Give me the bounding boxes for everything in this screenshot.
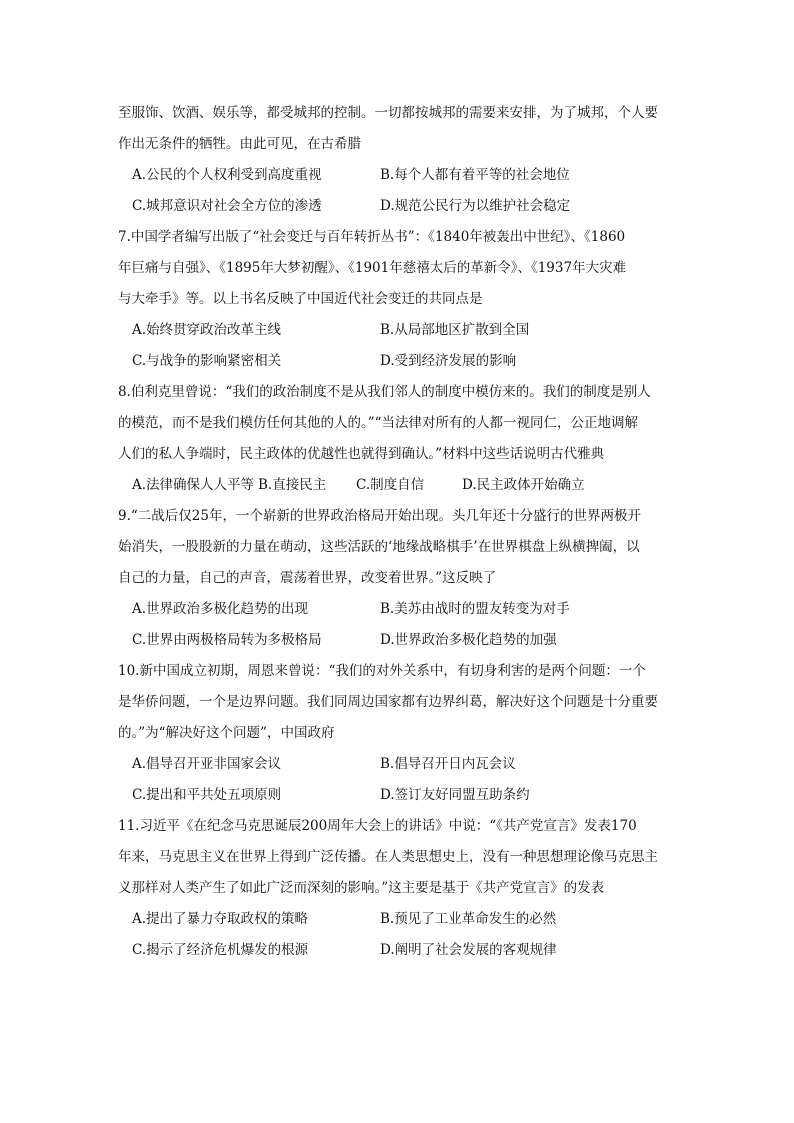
question-6-options-row-2 <box>118 191 678 222</box>
question-6-option-d[interactable]: D.规范公民行为以维护社会稳定 <box>380 198 571 214</box>
question-9 <box>118 501 678 656</box>
question-9-line-3: 自己的力量，自己的声音，震荡着世界，改变着世界。”这反映了 <box>118 570 497 586</box>
exam-page <box>118 98 678 966</box>
question-11-option-a[interactable]: A.提出了暴力夺取政权的策略 <box>132 911 309 927</box>
question-9-options-row-2 <box>118 625 678 656</box>
question-11-line-3: 义那样对人类产生了如此广泛而深刻的影响。”这主要是基于《共产党宣言》的发表 <box>118 880 605 896</box>
question-11-line-2: 年来，马克思主义在世界上得到广泛传播。在人类思想史上，没有一种思想理论像马克思主 <box>118 849 658 865</box>
question-7-line-1: 7.中国学者编写出版了“社会变迁与百年转折丛书”：《1840年被轰出中世纪》、《1860 <box>118 229 626 245</box>
question-7-line-3: 与大牵手》等。以上书名反映了中国近代社会变迁的共同点是 <box>118 291 483 307</box>
question-8-line-1: 8.伯利克里曾说：“我们的政治制度不是从我们邻人的制度中模仿来的。我们的制度是别人 <box>118 384 651 400</box>
question-6-line-1: 至服饰、饮酒、娱乐等，都受城邦的控制。一切都按城邦的需要来安排，为了城邦，个人要 <box>118 105 658 121</box>
question-6-line-2: 作出无条件的牺牲。由此可见，在古希腊 <box>118 136 361 152</box>
question-10-option-c[interactable]: C.提出和平共处五项原则 <box>132 787 282 803</box>
question-8-option-a[interactable]: A.法律确保人人平等 <box>132 477 255 493</box>
question-9-line-1: 9.“二战后仅25年，一个崭新的世界政治格局开始出现。头几年还十分盛行的世界两极开 <box>118 508 641 524</box>
question-7-option-a[interactable]: A.始终贯穿政治改革主线 <box>132 322 282 338</box>
question-11-line-1: 11.习近平《在纪念马克思诞辰200周年大会上的讲话》中说：“《共产党宣言》发表170 <box>118 818 637 834</box>
question-11-options-row-1 <box>118 904 678 935</box>
question-7-options-row-1 <box>118 315 678 346</box>
question-10-option-d[interactable]: D.签订友好同盟互助条约 <box>380 787 530 803</box>
question-9-option-b[interactable]: B.美苏由战时的盟友转变为对手 <box>380 601 570 617</box>
question-8-option-c[interactable]: C.制度自信 <box>356 477 425 493</box>
question-10-line-1: 10.新中国成立初期，周恩来曾说：“我们的对外关系中，有切身利害的是两个问题：一个 <box>118 663 646 679</box>
question-11-option-c[interactable]: C.揭示了经济危机爆发的根源 <box>132 942 309 958</box>
question-7-line-2: 年巨痛与自强》、《1895年大梦初醒》、《1901年慈禧太后的革新令》、《1937年大灾难 <box>118 260 627 276</box>
question-11-options-row-2 <box>118 935 678 966</box>
question-6-option-c[interactable]: C.城邦意识对社会全方位的渗透 <box>132 198 322 214</box>
question-10-line-2: 是华侨问题，一个是边界问题。我们同周边国家都有边界纠葛，解决好这个问题是十分重要 <box>118 694 658 710</box>
question-10-line-3: 的。”为“解决好这个问题”，中国政府 <box>118 725 335 741</box>
question-11-option-d[interactable]: D.阐明了社会发展的客观规律 <box>380 942 557 958</box>
question-8-option-b[interactable]: B.直接民主 <box>258 477 327 493</box>
question-10-option-b[interactable]: B.倡导召开日内瓦会议 <box>380 756 516 772</box>
question-9-options-row-1 <box>118 594 678 625</box>
question-7 <box>118 222 678 377</box>
question-10-options-row-2 <box>118 780 678 811</box>
question-8-options-row <box>118 470 678 501</box>
question-9-option-a[interactable]: A.世界政治多极化趋势的出现 <box>132 601 309 617</box>
question-6-options-row-1 <box>118 160 678 191</box>
question-9-option-c[interactable]: C.世界由两极格局转为多极格局 <box>132 632 322 648</box>
question-7-option-b[interactable]: B.从局部地区扩散到全国 <box>380 322 530 338</box>
question-11-option-b[interactable]: B.预见了工业革命发生的必然 <box>380 911 557 927</box>
question-7-option-c[interactable]: C.与战争的影响紧密相关 <box>132 353 282 369</box>
question-10-options-row-1 <box>118 749 678 780</box>
question-10-option-a[interactable]: A.倡导召开亚非国家会议 <box>132 756 282 772</box>
question-8 <box>118 377 678 501</box>
question-9-line-2: 始消失，一股股新的力量在萌动，这些活跃的‘地缘战略棋手’在世界棋盘上纵横捭阖，以 <box>118 539 640 555</box>
question-11 <box>118 811 678 966</box>
question-10 <box>118 656 678 811</box>
question-6-option-b[interactable]: B.每个人都有着平等的社会地位 <box>380 167 570 183</box>
question-7-options-row-2 <box>118 346 678 377</box>
question-6-option-a[interactable]: A.公民的个人权利受到高度重视 <box>132 167 322 183</box>
question-6 <box>118 98 678 222</box>
question-8-option-d[interactable]: D.民主政体开始确立 <box>462 477 585 493</box>
question-7-option-d[interactable]: D.受到经济发展的影响 <box>380 353 517 369</box>
question-8-line-2: 的模范，而不是我们模仿任何其他的人的。”“当法律对所有的人都一视同仁，公正地调解 <box>118 415 639 431</box>
question-9-option-d[interactable]: D.世界政治多极化趋势的加强 <box>380 632 557 648</box>
question-8-line-3: 人们的私人争端时，民主政体的优越性也就得到确认。”材料中这些话说明古代雅典 <box>118 446 605 462</box>
